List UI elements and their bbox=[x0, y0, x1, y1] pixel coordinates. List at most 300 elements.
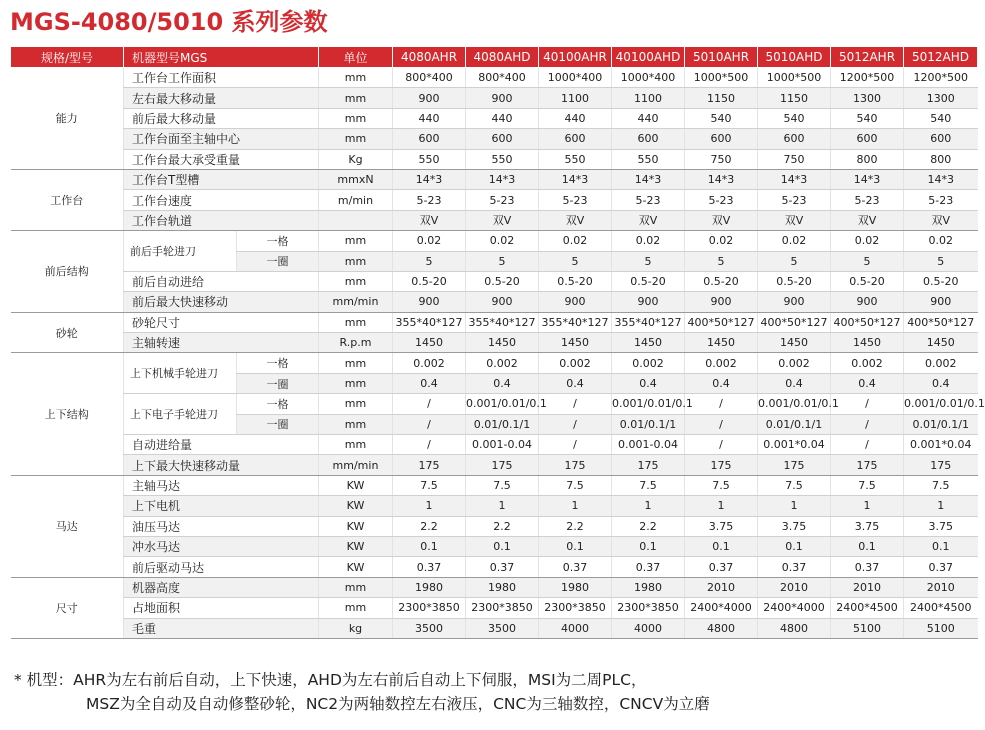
value-cell: 800*400 bbox=[393, 68, 466, 88]
value-cell: 540 bbox=[831, 108, 904, 128]
value-cell: 5 bbox=[758, 251, 831, 271]
value-cell: 14*3 bbox=[466, 169, 539, 189]
header-model: 5012AHD bbox=[904, 47, 978, 68]
value-cell: 1 bbox=[685, 496, 758, 516]
value-cell: 800 bbox=[904, 149, 978, 169]
table-row bbox=[11, 333, 978, 353]
value-cell: 0.002 bbox=[685, 353, 758, 373]
value-cell: 1200*500 bbox=[831, 68, 904, 88]
unit-cell: kg bbox=[319, 618, 393, 638]
value-cell: 1450 bbox=[831, 333, 904, 353]
parameter-label: 前后自动进给 bbox=[124, 271, 319, 291]
value-cell: 1 bbox=[831, 496, 904, 516]
parameter-label: 占地面积 bbox=[124, 598, 319, 618]
table-row bbox=[11, 598, 978, 618]
value-cell: 175 bbox=[685, 455, 758, 475]
value-cell: 5 bbox=[831, 251, 904, 271]
value-cell: 0.5-20 bbox=[466, 271, 539, 291]
value-cell: 0.001*0.04 bbox=[758, 435, 831, 455]
value-cell: 0.37 bbox=[831, 557, 904, 577]
value-cell: 0.1 bbox=[831, 536, 904, 556]
parameter-label: 冲水马达 bbox=[124, 536, 319, 556]
value-cell: / bbox=[539, 394, 612, 414]
unit-cell: KW bbox=[319, 496, 393, 516]
sub-parameter-cell: 上下机械手轮进刀 bbox=[124, 353, 237, 394]
value-cell: 0.5-20 bbox=[831, 271, 904, 291]
value-cell: 600 bbox=[612, 129, 685, 149]
value-cell: 7.5 bbox=[539, 475, 612, 495]
value-cell: 600 bbox=[393, 129, 466, 149]
unit-cell: Kg bbox=[319, 149, 393, 169]
parameter-label: 前后最大移动量 bbox=[124, 108, 319, 128]
value-cell: 0.37 bbox=[539, 557, 612, 577]
value-cell: 0.01/0.1/1 bbox=[612, 414, 685, 434]
value-cell: 14*3 bbox=[904, 169, 978, 189]
value-cell: 4000 bbox=[612, 618, 685, 638]
parameter-label: 工作台面至主轴中心 bbox=[124, 129, 319, 149]
sub-parameter-label: 一圈 bbox=[237, 414, 319, 434]
unit-cell: KW bbox=[319, 475, 393, 495]
unit-cell: mm bbox=[319, 251, 393, 271]
unit-cell: mm/min bbox=[319, 292, 393, 312]
table-row bbox=[11, 108, 978, 128]
value-cell: 2010 bbox=[685, 577, 758, 597]
value-cell: 400*50*127 bbox=[685, 312, 758, 332]
value-cell: 2300*3850 bbox=[612, 598, 685, 618]
value-cell: / bbox=[831, 394, 904, 414]
unit-cell: mm bbox=[319, 435, 393, 455]
value-cell: 0.001/0.01/0.1 bbox=[466, 394, 539, 414]
parameter-label: 左右最大移动量 bbox=[124, 88, 319, 108]
value-cell: 14*3 bbox=[393, 169, 466, 189]
value-cell: 175 bbox=[393, 455, 466, 475]
value-cell: 1200*500 bbox=[904, 68, 978, 88]
value-cell: 3.75 bbox=[758, 516, 831, 536]
table-row bbox=[11, 190, 978, 210]
table-row bbox=[11, 557, 978, 577]
header-unit: 单位 bbox=[319, 47, 393, 68]
value-cell: / bbox=[393, 435, 466, 455]
value-cell: 14*3 bbox=[685, 169, 758, 189]
value-cell: 双V bbox=[758, 210, 831, 230]
category-cell: 上下结构 bbox=[11, 353, 124, 475]
value-cell: 0.02 bbox=[539, 231, 612, 251]
table-row bbox=[11, 455, 978, 475]
value-cell: 1450 bbox=[685, 333, 758, 353]
value-cell: 双V bbox=[685, 210, 758, 230]
value-cell: / bbox=[831, 435, 904, 455]
value-cell: 2.2 bbox=[539, 516, 612, 536]
value-cell: 0.4 bbox=[393, 373, 466, 393]
unit-cell: mm bbox=[319, 598, 393, 618]
value-cell: 0.002 bbox=[466, 353, 539, 373]
value-cell: 0.002 bbox=[904, 353, 978, 373]
header-category: 规格/型号 bbox=[11, 47, 124, 68]
value-cell: 550 bbox=[393, 149, 466, 169]
value-cell: 2.2 bbox=[466, 516, 539, 536]
unit-cell: KW bbox=[319, 516, 393, 536]
value-cell: 7.5 bbox=[758, 475, 831, 495]
parameter-label: 主轴转速 bbox=[124, 333, 319, 353]
table-row bbox=[11, 618, 978, 638]
value-cell: 5 bbox=[904, 251, 978, 271]
value-cell: 400*50*127 bbox=[831, 312, 904, 332]
page-title: MGS-4080/5010 系列参数 bbox=[10, 8, 328, 36]
header-row bbox=[11, 47, 978, 68]
parameter-label: 工作台T型槽 bbox=[124, 169, 319, 189]
value-cell: 0.37 bbox=[466, 557, 539, 577]
value-cell: 2010 bbox=[758, 577, 831, 597]
value-cell: 4000 bbox=[539, 618, 612, 638]
value-cell: 0.5-20 bbox=[539, 271, 612, 291]
unit-cell: mm bbox=[319, 373, 393, 393]
header-model: 5010AHD bbox=[758, 47, 831, 68]
unit-cell: mm bbox=[319, 88, 393, 108]
value-cell: 1 bbox=[758, 496, 831, 516]
value-cell: 5-23 bbox=[393, 190, 466, 210]
unit-cell: m/min bbox=[319, 190, 393, 210]
table-row bbox=[11, 271, 978, 291]
value-cell: 0.1 bbox=[466, 536, 539, 556]
value-cell: 550 bbox=[466, 149, 539, 169]
value-cell: 0.001-0.04 bbox=[466, 435, 539, 455]
value-cell: 1100 bbox=[539, 88, 612, 108]
value-cell: 355*40*127 bbox=[466, 312, 539, 332]
value-cell: 1 bbox=[393, 496, 466, 516]
value-cell: 1 bbox=[539, 496, 612, 516]
value-cell: 355*40*127 bbox=[539, 312, 612, 332]
unit-cell: mm/min bbox=[319, 455, 393, 475]
unit-cell: R.p.m bbox=[319, 333, 393, 353]
value-cell: 0.01/0.1/1 bbox=[466, 414, 539, 434]
value-cell: 750 bbox=[758, 149, 831, 169]
value-cell: 0.001*0.04 bbox=[904, 435, 978, 455]
value-cell: 0.4 bbox=[758, 373, 831, 393]
value-cell: 1 bbox=[904, 496, 978, 516]
unit-cell: mm bbox=[319, 312, 393, 332]
parameter-label: 前后驱动马达 bbox=[124, 557, 319, 577]
value-cell: 600 bbox=[831, 129, 904, 149]
unit-cell: KW bbox=[319, 557, 393, 577]
value-cell: 800 bbox=[831, 149, 904, 169]
value-cell: 双V bbox=[539, 210, 612, 230]
value-cell: 900 bbox=[685, 292, 758, 312]
table-row bbox=[11, 88, 978, 108]
value-cell: 0.4 bbox=[466, 373, 539, 393]
value-cell: 540 bbox=[904, 108, 978, 128]
value-cell: 0.4 bbox=[539, 373, 612, 393]
value-cell: 0.4 bbox=[831, 373, 904, 393]
value-cell: 7.5 bbox=[466, 475, 539, 495]
value-cell: 0.1 bbox=[758, 536, 831, 556]
unit-cell: mm bbox=[319, 577, 393, 597]
sub-parameter-label: 一圈 bbox=[237, 251, 319, 271]
value-cell: 14*3 bbox=[831, 169, 904, 189]
category-cell: 前后结构 bbox=[11, 231, 124, 313]
table-row bbox=[11, 435, 978, 455]
category-cell: 尺寸 bbox=[11, 577, 124, 638]
table-row bbox=[11, 312, 978, 332]
table-row bbox=[11, 577, 978, 597]
value-cell: 900 bbox=[466, 88, 539, 108]
value-cell: 5100 bbox=[831, 618, 904, 638]
unit-cell: mm bbox=[319, 394, 393, 414]
value-cell: 540 bbox=[685, 108, 758, 128]
parameter-label: 油压马达 bbox=[124, 516, 319, 536]
value-cell: 400*50*127 bbox=[758, 312, 831, 332]
value-cell: 5 bbox=[685, 251, 758, 271]
value-cell: 0.002 bbox=[539, 353, 612, 373]
value-cell: 3.75 bbox=[685, 516, 758, 536]
value-cell: 4800 bbox=[758, 618, 831, 638]
value-cell: 900 bbox=[393, 88, 466, 108]
category-cell: 工作台 bbox=[11, 169, 124, 230]
value-cell: 175 bbox=[539, 455, 612, 475]
value-cell: 600 bbox=[904, 129, 978, 149]
value-cell: 0.5-20 bbox=[904, 271, 978, 291]
value-cell: 0.5-20 bbox=[685, 271, 758, 291]
value-cell: / bbox=[393, 414, 466, 434]
table-row bbox=[11, 475, 978, 495]
value-cell: 0.5-20 bbox=[612, 271, 685, 291]
table-row bbox=[11, 292, 978, 312]
value-cell: 5-23 bbox=[831, 190, 904, 210]
value-cell: 1450 bbox=[393, 333, 466, 353]
value-cell: 7.5 bbox=[685, 475, 758, 495]
value-cell: 0.01/0.1/1 bbox=[904, 414, 978, 434]
value-cell: 5 bbox=[393, 251, 466, 271]
value-cell: 175 bbox=[612, 455, 685, 475]
value-cell: 0.1 bbox=[539, 536, 612, 556]
header-model: 4080AHD bbox=[466, 47, 539, 68]
spec-table bbox=[10, 46, 985, 639]
header-model: 5012AHR bbox=[831, 47, 904, 68]
value-cell: 0.5-20 bbox=[758, 271, 831, 291]
value-cell: 5 bbox=[466, 251, 539, 271]
table-row bbox=[11, 353, 978, 373]
value-cell: 355*40*127 bbox=[612, 312, 685, 332]
value-cell: 600 bbox=[466, 129, 539, 149]
value-cell: 2400*4500 bbox=[831, 598, 904, 618]
value-cell: / bbox=[539, 414, 612, 434]
value-cell: 900 bbox=[904, 292, 978, 312]
value-cell: 5-23 bbox=[904, 190, 978, 210]
value-cell: 0.01/0.1/1 bbox=[758, 414, 831, 434]
value-cell: 0.02 bbox=[393, 231, 466, 251]
value-cell: / bbox=[685, 435, 758, 455]
value-cell: 5 bbox=[612, 251, 685, 271]
table-row bbox=[11, 68, 978, 88]
value-cell: 14*3 bbox=[758, 169, 831, 189]
parameter-label: 毛重 bbox=[124, 618, 319, 638]
value-cell: 1300 bbox=[904, 88, 978, 108]
value-cell: 双V bbox=[831, 210, 904, 230]
value-cell: 1450 bbox=[539, 333, 612, 353]
value-cell: 0.1 bbox=[612, 536, 685, 556]
parameter-label: 工作台轨道 bbox=[124, 210, 319, 230]
value-cell: 0.002 bbox=[831, 353, 904, 373]
value-cell: 0.4 bbox=[904, 373, 978, 393]
table-row bbox=[11, 129, 978, 149]
value-cell: 5100 bbox=[904, 618, 978, 638]
value-cell: 1000*400 bbox=[539, 68, 612, 88]
value-cell: 0.4 bbox=[685, 373, 758, 393]
unit-cell: mm bbox=[319, 129, 393, 149]
value-cell: 0.002 bbox=[612, 353, 685, 373]
spec-table-body bbox=[11, 68, 985, 639]
value-cell: 2010 bbox=[831, 577, 904, 597]
header-model: 5010AHR bbox=[685, 47, 758, 68]
value-cell: 0.4 bbox=[612, 373, 685, 393]
value-cell: 175 bbox=[758, 455, 831, 475]
value-cell: 1150 bbox=[685, 88, 758, 108]
value-cell: 440 bbox=[393, 108, 466, 128]
value-cell: 175 bbox=[466, 455, 539, 475]
value-cell: 2300*3850 bbox=[466, 598, 539, 618]
value-cell: 0.02 bbox=[758, 231, 831, 251]
value-cell: 1 bbox=[466, 496, 539, 516]
header-model: 40100AHR bbox=[539, 47, 612, 68]
value-cell: 双V bbox=[466, 210, 539, 230]
header-model: 4080AHR bbox=[393, 47, 466, 68]
parameter-label: 机器高度 bbox=[124, 577, 319, 597]
value-cell: 750 bbox=[685, 149, 758, 169]
value-cell: 1300 bbox=[831, 88, 904, 108]
sub-parameter-label: 一格 bbox=[237, 353, 319, 373]
value-cell: 900 bbox=[612, 292, 685, 312]
unit-cell: mm bbox=[319, 353, 393, 373]
header-model: 40100AHD bbox=[612, 47, 685, 68]
parameter-label: 工作台工作面积 bbox=[124, 68, 319, 88]
value-cell: 1980 bbox=[466, 577, 539, 597]
value-cell: 3500 bbox=[393, 618, 466, 638]
unit-cell: mm bbox=[319, 271, 393, 291]
value-cell: 600 bbox=[685, 129, 758, 149]
value-cell: 900 bbox=[466, 292, 539, 312]
value-cell: 175 bbox=[904, 455, 978, 475]
parameter-label: 前后最大快速移动 bbox=[124, 292, 319, 312]
category-cell: 砂轮 bbox=[11, 312, 124, 353]
value-cell: 400*50*127 bbox=[904, 312, 978, 332]
value-cell: / bbox=[393, 394, 466, 414]
value-cell: 600 bbox=[758, 129, 831, 149]
header-item: 机器型号MGS bbox=[124, 47, 319, 68]
value-cell: 双V bbox=[612, 210, 685, 230]
value-cell: 7.5 bbox=[831, 475, 904, 495]
value-cell: 0.001/0.01/0.1 bbox=[904, 394, 978, 414]
value-cell: 540 bbox=[758, 108, 831, 128]
value-cell: 0.37 bbox=[758, 557, 831, 577]
value-cell: 2400*4000 bbox=[685, 598, 758, 618]
value-cell: 14*3 bbox=[539, 169, 612, 189]
unit-cell: mm bbox=[319, 231, 393, 251]
value-cell: 1450 bbox=[904, 333, 978, 353]
parameter-label: 自动进给量 bbox=[124, 435, 319, 455]
value-cell: / bbox=[539, 435, 612, 455]
value-cell: / bbox=[685, 414, 758, 434]
value-cell: 1150 bbox=[758, 88, 831, 108]
value-cell: 800*400 bbox=[466, 68, 539, 88]
unit-cell: mm bbox=[319, 414, 393, 434]
value-cell: 双V bbox=[904, 210, 978, 230]
table-row bbox=[11, 516, 978, 536]
sub-parameter-label: 一圈 bbox=[237, 373, 319, 393]
value-cell: 0.1 bbox=[685, 536, 758, 556]
value-cell: 0.02 bbox=[612, 231, 685, 251]
value-cell: 1450 bbox=[758, 333, 831, 353]
value-cell: 2.2 bbox=[393, 516, 466, 536]
value-cell: 900 bbox=[831, 292, 904, 312]
sub-parameter-label: 一格 bbox=[237, 394, 319, 414]
unit-cell: mm bbox=[319, 68, 393, 88]
value-cell: 0.02 bbox=[904, 231, 978, 251]
value-cell: 2400*4500 bbox=[904, 598, 978, 618]
value-cell: 1000*500 bbox=[685, 68, 758, 88]
value-cell: 2400*4000 bbox=[758, 598, 831, 618]
value-cell: 355*40*127 bbox=[393, 312, 466, 332]
value-cell: 双V bbox=[393, 210, 466, 230]
table-row bbox=[11, 169, 978, 189]
value-cell: 600 bbox=[539, 129, 612, 149]
sub-parameter-label: 一格 bbox=[237, 231, 319, 251]
value-cell: 440 bbox=[612, 108, 685, 128]
value-cell: 7.5 bbox=[612, 475, 685, 495]
value-cell: 4800 bbox=[685, 618, 758, 638]
value-cell: 5-23 bbox=[466, 190, 539, 210]
value-cell: 0.02 bbox=[685, 231, 758, 251]
value-cell: 7.5 bbox=[393, 475, 466, 495]
table-row bbox=[11, 210, 978, 230]
value-cell: 2010 bbox=[904, 577, 978, 597]
value-cell: 1450 bbox=[612, 333, 685, 353]
table-row bbox=[11, 231, 978, 251]
value-cell: 0.37 bbox=[393, 557, 466, 577]
value-cell: 1980 bbox=[539, 577, 612, 597]
value-cell: 1000*400 bbox=[612, 68, 685, 88]
parameter-label: 上下电机 bbox=[124, 496, 319, 516]
value-cell: 0.001-0.04 bbox=[612, 435, 685, 455]
value-cell: / bbox=[831, 414, 904, 434]
footnote-line-2: MSZ为全自动及自动修整砂轮，NC2为两轴数控左右液压，CNC为三轴数控，CNCV为立磨 bbox=[86, 695, 710, 713]
value-cell: 3500 bbox=[466, 618, 539, 638]
parameter-label: 上下最大快速移动量 bbox=[124, 455, 319, 475]
unit-cell: mmxN bbox=[319, 169, 393, 189]
value-cell: 1980 bbox=[612, 577, 685, 597]
table-row bbox=[11, 536, 978, 556]
parameter-label: 主轴马达 bbox=[124, 475, 319, 495]
value-cell: 0.001/0.01/0.1 bbox=[758, 394, 831, 414]
value-cell: 0.37 bbox=[904, 557, 978, 577]
value-cell: 0.1 bbox=[393, 536, 466, 556]
value-cell: 0.001/0.01/0.1 bbox=[612, 394, 685, 414]
value-cell: 1000*500 bbox=[758, 68, 831, 88]
value-cell: 0.02 bbox=[831, 231, 904, 251]
value-cell: 2300*3850 bbox=[393, 598, 466, 618]
unit-cell: mm bbox=[319, 108, 393, 128]
value-cell: 2300*3850 bbox=[539, 598, 612, 618]
value-cell: 550 bbox=[612, 149, 685, 169]
footnote-line-1: * 机型：AHR为左右前后自动，上下快速，AHD为左右前后自动上下伺服，MSI为二周PLC， bbox=[14, 671, 647, 689]
table-row bbox=[11, 394, 978, 414]
parameter-label: 工作台速度 bbox=[124, 190, 319, 210]
table-row bbox=[11, 149, 978, 169]
value-cell: 440 bbox=[466, 108, 539, 128]
sub-parameter-cell: 前后手轮进刀 bbox=[124, 231, 237, 272]
value-cell: 5-23 bbox=[612, 190, 685, 210]
value-cell: 3.75 bbox=[904, 516, 978, 536]
parameter-label: 工作台最大承受重量 bbox=[124, 149, 319, 169]
category-cell: 马达 bbox=[11, 475, 124, 577]
